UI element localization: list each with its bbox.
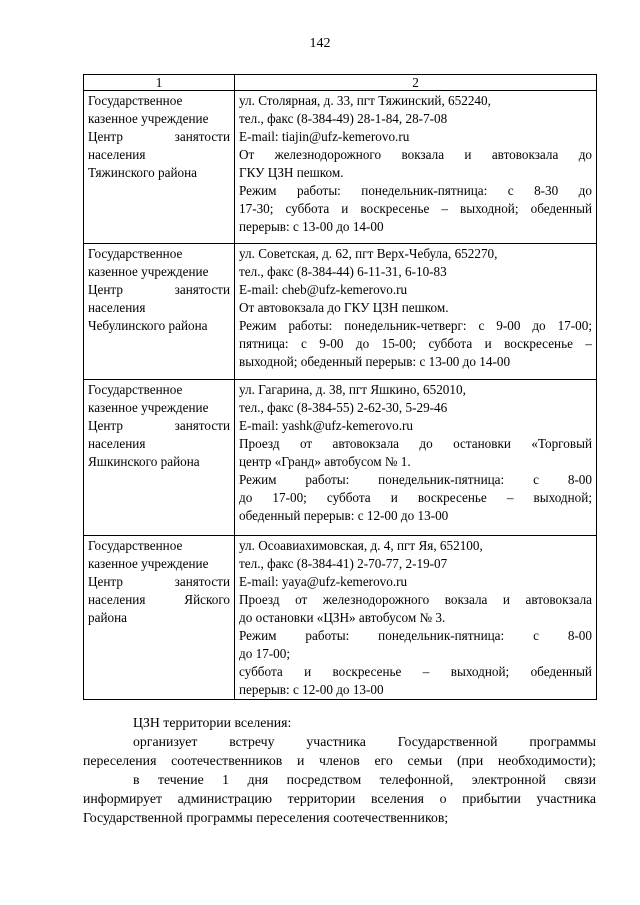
directions-line: до остановки «ЦЗН» автобусом № 3. <box>239 610 446 625</box>
org-line: населения <box>88 436 146 451</box>
table-row <box>84 91 597 244</box>
directions-line: Проезд от автовокзала до остановки «Торговый <box>239 436 592 451</box>
org-line: населения <box>88 300 146 315</box>
schedule-line: пятница: с 9-00 до 15-00; суббота и воскресенье – <box>239 336 592 351</box>
directions-line: центр «Гранд» автобусом № 1. <box>239 454 411 469</box>
phone-line: тел., факс (8-384-44) 6-11-31, 6-10-83 <box>239 264 447 279</box>
phone-line: тел., факс (8-384-49) 28-1-84, 28-7-08 <box>239 111 448 126</box>
directions-line: ГКУ ЦЗН пешком. <box>239 165 344 180</box>
column-header-1: 1 <box>84 75 235 91</box>
email-line: E-mail: tiajin@ufz-kemerovo.ru <box>239 129 410 144</box>
org-line: казенное учреждение <box>88 111 209 126</box>
schedule-line: Режим работы: понедельник-пятница: с 8-00 <box>239 628 592 643</box>
details-cell <box>235 536 597 700</box>
schedule-line: Режим работы: понедельник-четверг: с 9-00 до 17-00; <box>239 318 592 333</box>
org-line: Чебулинского района <box>88 318 208 333</box>
schedule-line: обеденный перерыв: с 12-00 до 13-00 <box>239 508 449 523</box>
org-line <box>88 573 230 591</box>
org-word: Центр <box>88 418 123 433</box>
address-line: ул. Гагарина, д. 38, пгт Яшкино, 652010, <box>239 382 466 397</box>
organization-cell <box>84 244 235 380</box>
email-line: E-mail: yaya@ufz-kemerovo.ru <box>239 574 408 589</box>
email-line: E-mail: cheb@ufz-kemerovo.ru <box>239 282 408 297</box>
intro-paragraph: ЦЗН территории вселения: <box>133 715 292 730</box>
org-word: Яйского <box>184 592 230 607</box>
organization-cell <box>84 536 235 700</box>
schedule-line: перерыв: с 13-00 до 14-00 <box>239 219 384 234</box>
org-line: Государственное <box>88 246 183 261</box>
org-line: Яшкинского района <box>88 454 200 469</box>
details-cell <box>235 244 597 380</box>
table-row <box>84 380 597 536</box>
address-line: ул. Осоавиахимовская, д. 4, пгт Яя, 652100, <box>239 538 483 553</box>
org-line <box>88 591 230 609</box>
org-word: занятости <box>174 418 230 433</box>
paragraph-line: организует встречу участника Государственной программы <box>133 734 596 749</box>
email-line: E-mail: yashk@ufz-kemerovo.ru <box>239 418 414 433</box>
org-line <box>88 417 230 435</box>
employment-centers-table <box>83 74 597 700</box>
org-line <box>88 128 230 146</box>
column-header-2: 2 <box>235 75 597 91</box>
org-word: занятости <box>174 282 230 297</box>
schedule-line: 17-30; суббота и воскресенье – выходной; обеденный <box>239 201 592 216</box>
details-cell <box>235 91 597 244</box>
directions-line: От железнодорожного вокзала и автовокзала до <box>239 147 592 162</box>
org-word: населения <box>88 592 146 607</box>
org-line: Тяжинского района <box>88 165 198 180</box>
org-line: района <box>88 610 128 625</box>
org-word: Центр <box>88 129 123 144</box>
org-line: Государственное <box>88 93 183 108</box>
paragraph-line: в течение 1 дня посредством телефонной, электронной связи <box>133 772 596 787</box>
organization-cell <box>84 91 235 244</box>
schedule-line: суббота и воскресенье – выходной; обеденный <box>239 664 592 679</box>
schedule-line: Режим работы: понедельник-пятница: с 8-30 до <box>239 183 592 198</box>
phone-line: тел., факс (8-384-41) 2-70-77, 2-19-07 <box>239 556 448 571</box>
org-word: Центр <box>88 574 123 589</box>
org-word: Центр <box>88 282 123 297</box>
org-word: занятости <box>174 574 230 589</box>
details-cell <box>235 380 597 536</box>
org-line: населения <box>88 147 146 162</box>
paragraph-line: переселения соотечественников и членов его семьи (при необходимости); <box>83 753 596 768</box>
phone-line: тел., факс (8-384-55) 2-62-30, 5-29-46 <box>239 400 448 415</box>
table-row <box>84 244 597 380</box>
address-line: ул. Столярная, д. 33, пгт Тяжинский, 652240, <box>239 93 491 108</box>
org-line: Государственное <box>88 538 183 553</box>
directions-line: От автовокзала до ГКУ ЦЗН пешком. <box>239 300 449 315</box>
body-text <box>83 713 596 827</box>
schedule-line: Режим работы: понедельник-пятница: с 8-00 <box>239 472 592 487</box>
directions-line: Проезд от железнодорожного вокзала и автовокзала <box>239 592 592 607</box>
organization-cell <box>84 380 235 536</box>
org-line: Государственное <box>88 382 183 397</box>
schedule-line: до 17-00; <box>239 646 291 661</box>
table-header-row <box>84 75 597 91</box>
org-line: казенное учреждение <box>88 264 209 279</box>
org-line <box>88 281 230 299</box>
schedule-line: выходной; обеденный перерыв: с 13-00 до 14-00 <box>239 354 511 369</box>
paragraph-line: информирует администрацию территории вселения о прибытии участника <box>83 791 596 806</box>
schedule-line: перерыв: с 12-00 до 13-00 <box>239 682 384 697</box>
page-number: 142 <box>309 36 331 51</box>
org-line: казенное учреждение <box>88 556 209 571</box>
org-line: казенное учреждение <box>88 400 209 415</box>
org-word: занятости <box>174 129 230 144</box>
address-line: ул. Советская, д. 62, пгт Верх-Чебула, 652270, <box>239 246 498 261</box>
paragraph-line: Государственной программы переселения соотечественников; <box>83 810 449 825</box>
schedule-line: до 17-00; суббота и воскресенье – выходной; <box>239 490 592 505</box>
table-row <box>84 536 597 700</box>
